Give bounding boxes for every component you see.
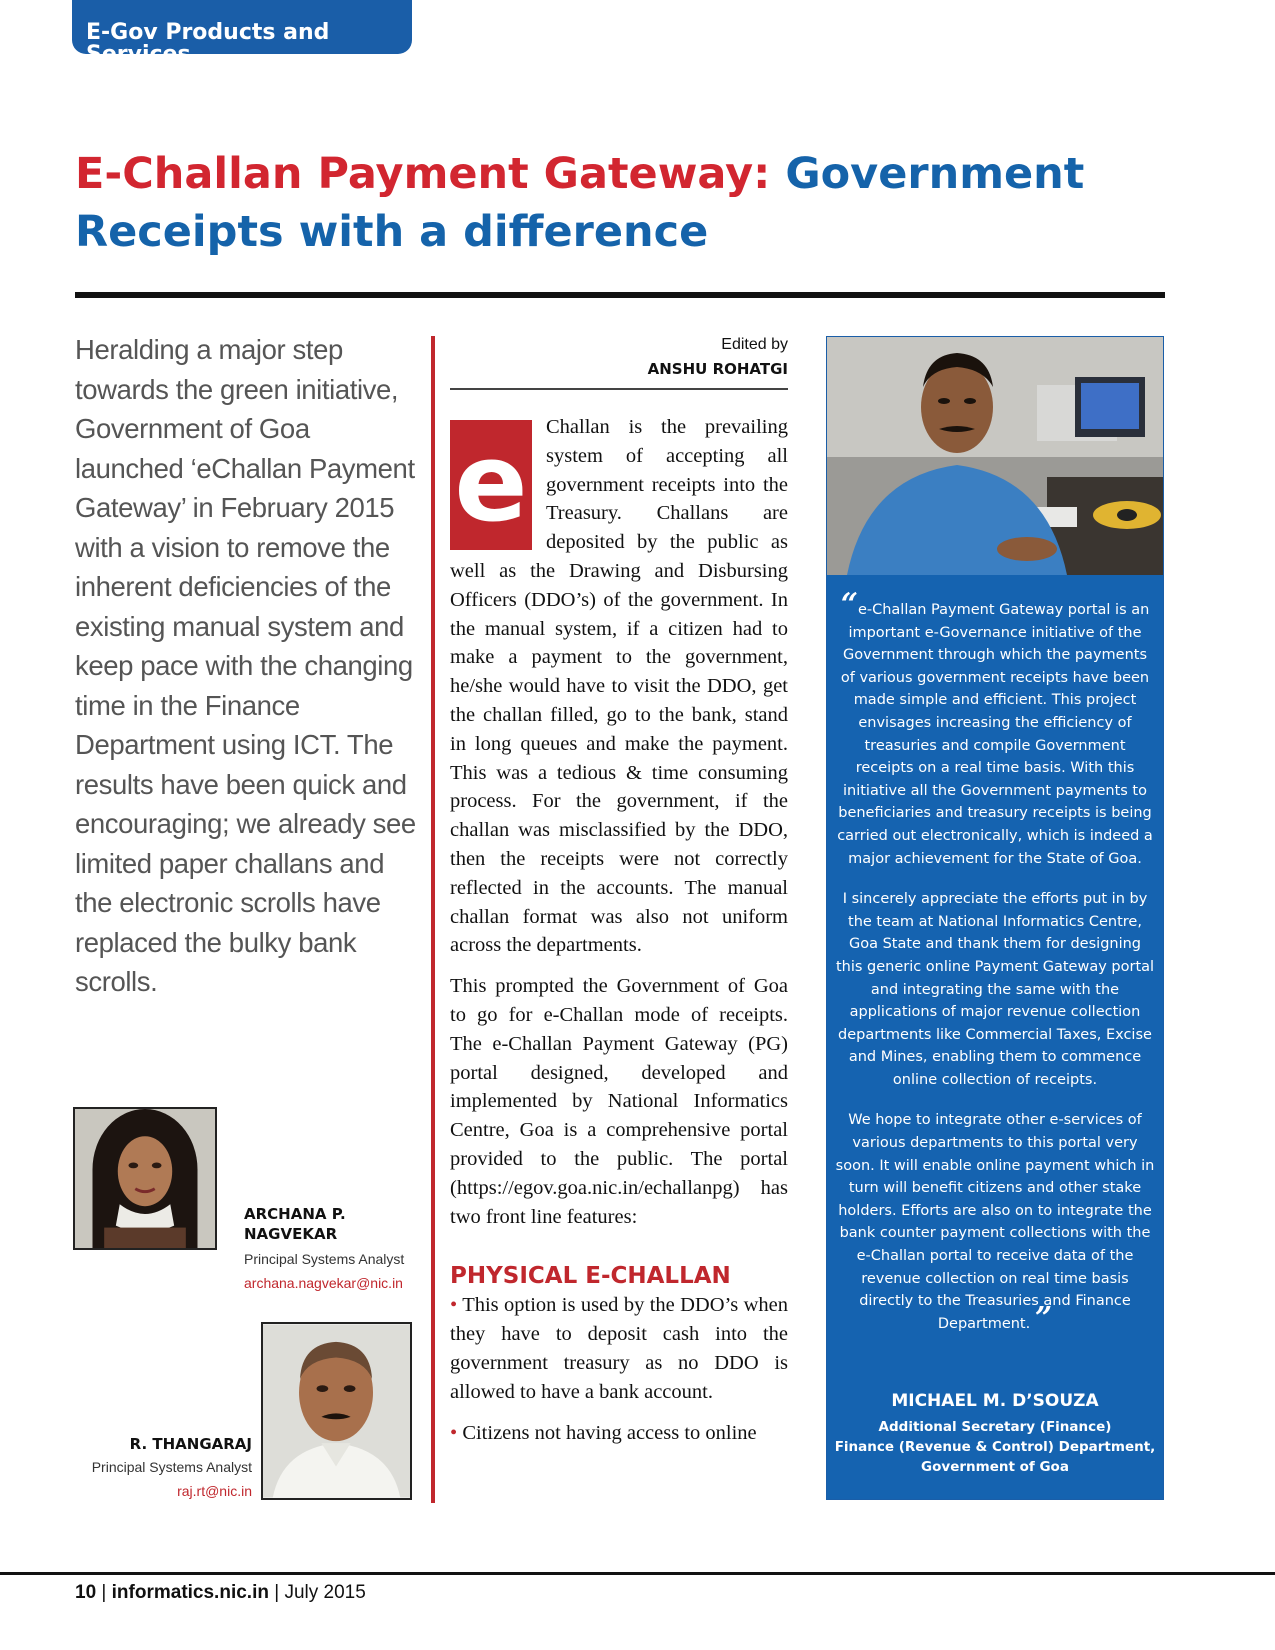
open-quote-icon: “: [840, 587, 858, 622]
pull-quote-text: [835, 587, 1155, 1353]
bullet-2-text: Citizens not having access to online: [462, 1421, 757, 1444]
quote-paragraph-2: I sincerely appreciate the efforts put in by the team at National Informatics Centre, Goa State and thank them for designing this generic online Payment Gateway portal and integrating the same with the applications of major revenue collection departments like Commercial Taxes, Excise and Mines, enabling them to commence online collection of receipts.: [835, 891, 1155, 1088]
headline-red: E-Challan Payment Gateway:: [75, 149, 771, 199]
footer-rule: [0, 1572, 1275, 1575]
headline: [75, 145, 1175, 261]
author-email-archana[interactable]: archana.nagvekar@nic.in: [244, 1275, 403, 1291]
bullet-1-text: This option is used by the DDO’s when they have to deposit cash into the government treasury as no DDO is allowed to have a bank account.: [450, 1294, 788, 1403]
author-name-archana: ARCHANA P. NAGVEKAR: [244, 1205, 346, 1243]
quote-paragraph-1-text: e-Challan Payment Gateway portal is an important e-Governance initiative of the Government through which the payments of various government receipts have been made simple and efficient. This project envisages increasing the efficiency of treasuries and compile Government receipts on a real time basis. With this initiative all the Government payments to beneficiaries and treasury receipts is being carried out electronically, which is indeed a major achievement for the State of Goa.: [837, 602, 1153, 867]
quote-paragraph-3-text: We hope to integrate other e-services of various departments to this portal very soon. It will enable online payment which in turn will benefit citizens and other stake holders. Efforts are also on to integrate the bank counter payment collections with the e-Challan portal to receive data of the revenue collection on real time basis directly to the Treasuries and Finance Department.: [835, 1112, 1155, 1332]
page-footer: 10 | informatics.nic.in | July 2015: [75, 1582, 366, 1603]
speaker-title-line-2: Finance (Revenue & Control) Department,: [834, 1439, 1156, 1455]
editor-name: ANSHU ROHATGI: [647, 360, 788, 378]
bullet-1: [450, 1291, 788, 1406]
edited-by-label: Edited by: [721, 336, 788, 353]
speaker-photo: [827, 337, 1163, 575]
bullet-dot-icon: •: [450, 1294, 458, 1317]
edited-by-rule: [450, 388, 788, 390]
column-divider: [431, 336, 435, 1503]
speaker-name: MICHAEL M. D’SOUZA: [891, 1391, 1099, 1411]
headline-line2: Receipts with a difference: [75, 207, 709, 257]
author-role-thangaraj: Principal Systems Analyst: [91, 1459, 252, 1475]
footer-date: July 2015: [284, 1582, 366, 1603]
footer-site[interactable]: informatics.nic.in: [111, 1582, 269, 1603]
author-email-thangaraj[interactable]: raj.rt@nic.in: [177, 1483, 252, 1499]
subhead-physical-echallan: PHYSICAL E-CHALLAN: [450, 1263, 731, 1290]
headline-rule: [75, 292, 1165, 298]
intro-text: Heralding a major step towards the green initiative, Government of Goa launched ‘eChallan Payment Gateway’ in February 2015 with a vision to remove the inherent deficiencies of the existing manual system and keep pace with the changing time in the Finance Department using ICT. The results have been quick and encouraging; we already see limited paper challans and the electronic scrolls have replaced the bulky bank scrolls.: [75, 334, 416, 997]
body-paragraph-2: This prompted the Government of Goa to go for e-Challan mode of receipts. The e-Challan Payment Gateway (PG) portal designed, developed and implemented by National Informatics Centre, Goa is a comprehensive portal provided to the public. The portal (https://egov.goa.nic.in/echallanpg) has two front line features:: [450, 975, 788, 1228]
quote-paragraph-1: [835, 587, 1155, 870]
speaker-title: [827, 1417, 1163, 1477]
page-number: 10: [75, 1582, 97, 1603]
body-paragraph-1-text: Challan is the prevailing system of accepting all government receipts into the Treasury. Challans are deposited by the public as well as the Drawing and Disbursing Officers (DDO’s) of the government. In the manual system, if a citizen had to make a payment to the government, he/she would have to visit the DDO, get the challan filled, go to the bank, stand in long queues and make the payment. This was a tedious & time consuming process. For the government, if the challan was misclassified by the DDO, then the receipts were not correctly reflected in the accounts. The manual challan format was also not uniform across the departments.: [450, 416, 788, 957]
close-quote-icon: ”: [1034, 1300, 1053, 1336]
author-role-archana: Principal Systems Analyst: [244, 1251, 405, 1267]
bullet-2: [450, 1419, 788, 1448]
section-tab: E-Gov Products and Services: [72, 0, 412, 54]
bullet-dot-icon: •: [450, 1421, 458, 1444]
speaker-title-line-3: Government of Goa: [921, 1459, 1069, 1475]
article-body: [450, 413, 788, 1459]
author-name-thangaraj: R. THANGARAJ: [129, 1435, 252, 1453]
drop-cap: e: [450, 420, 532, 550]
quote-paragraph-3: [835, 1109, 1155, 1335]
pull-quote-box: [826, 336, 1164, 1500]
headline-blue: Government: [785, 149, 1085, 199]
body-paragraph-1: [450, 413, 788, 960]
edited-by: [648, 333, 788, 381]
author-photo-thangaraj: [261, 1322, 412, 1500]
author-photo-archana: [73, 1107, 217, 1250]
speaker-title-line-1: Additional Secretary (Finance): [878, 1419, 1112, 1435]
